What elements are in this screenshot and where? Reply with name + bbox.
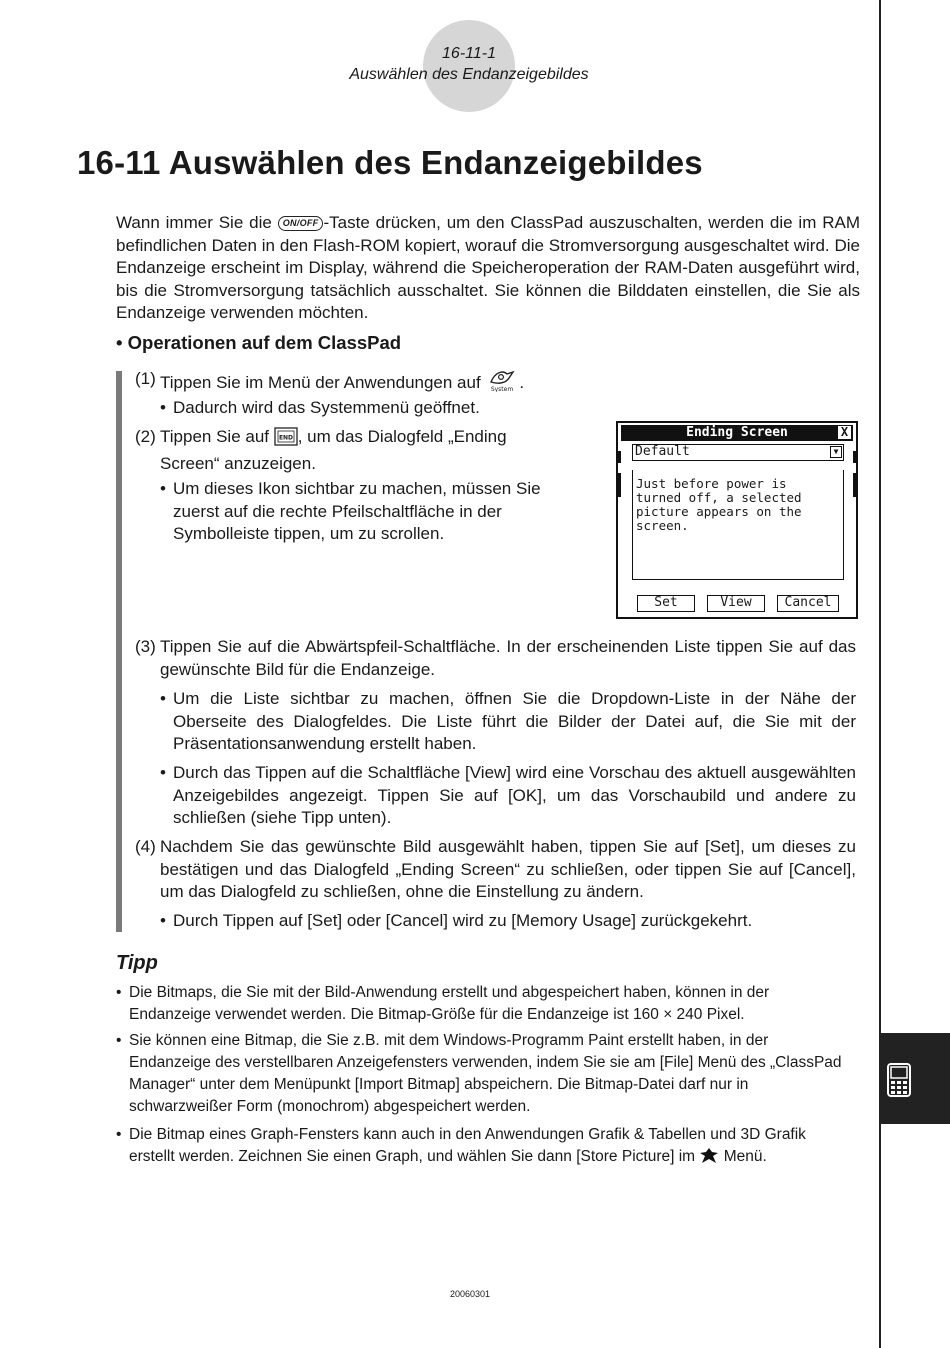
step-3-note-2: • Durch das Tippen auf die Schaltfläche [View] wird eine Vorschau des aktuell ausgewählten Anzeigebildes angezeigt. Tippen Sie auf [OK], um das Vorschaubild und andere zu schließen (siehe Tipp unten). — [160, 763, 856, 827]
step-2: (2) Tippen Sie auf END , um das Dialogfeld „Ending Screen“ anzuzeigen. — [135, 427, 507, 473]
end-screen-icon — [274, 427, 298, 453]
intro-paragraph: Wann immer Sie die ON/OFF -Taste drücken, um den ClassPad auszuschalten, werden die im RAM befindlichen Daten in den Flash-ROM kopiert, worauf die Stromversorgung ausgeschaltet wird. Die Endanzeige erscheint im Display, während die Speicheroperation der RAM-Daten ausgeführt wird, bis die Stromversorgung tatsächlich ausschaltet. Sie können die Bilddaten einstellen, die Sie als Endanzeige verwenden möchten. — [116, 213, 860, 322]
step-3-note-1: • Um die Liste sichtbar zu machen, öffnen Sie die Dropdown-Liste in der Nähe der Oberseite des Dialogfeldes. Die Liste führt die Bilder der Datei auf, die Sie mit der Präsentationsanwendung erstellt haben. — [160, 689, 856, 753]
step-4-note: • Durch Tippen auf [Set] oder [Cancel] wird zu [Memory Usage] zurückgekehrt. — [160, 911, 753, 930]
ending-screen-dialog — [616, 421, 858, 619]
view-button[interactable]: View — [707, 595, 765, 612]
operations-heading: • Operationen auf dem ClassPad — [116, 332, 402, 353]
steps-side-bar — [116, 371, 122, 932]
step-2-note: • Um dieses Ikon sichtbar zu machen, müssen Sie zuerst auf die rechte Pfeilschaltfläche in der Symbolleiste tippen, um zu scrollen. — [160, 479, 541, 543]
svg-text:System: System — [491, 386, 514, 392]
dialog-message: Just before power is turned off, a selected picture appears on the screen. — [636, 476, 802, 533]
chevron-down-icon[interactable]: ▼ — [830, 446, 842, 458]
page-title: 16-11 Auswählen des Endanzeigebildes — [77, 144, 703, 181]
graph-menu-icon — [699, 1147, 719, 1172]
page-edge-rule — [879, 0, 881, 1348]
picture-dropdown[interactable]: Default ▼ — [632, 444, 844, 461]
tip-item-2: • Sie können eine Bitmap, die Sie z.B. mit dem Windows-Programm Paint erstellt haben, in der Endanzeige des verstellbaren Anzeigefensters verwenden, indem Sie sie am [File] Menü des „ClassPad Manager“ unter dem Menüpunkt [Import Bitmap] abspeichern. Die Bitmap-Datei darf nur in schwarzweißer Form (monochrom) abgespeichert werden. — [116, 1032, 842, 1115]
system-app-icon — [485, 368, 519, 399]
step-3: (3) Tippen Sie auf die Abwärtspfeil-Schaltfläche. In der erscheinenden Liste tippen Sie auf das gewünschte Bild für die Endanzeige. — [135, 637, 856, 679]
page-number: 16-11-1 — [442, 45, 496, 62]
step-1: (1) Tippen Sie im Menü der Anwendungen auf System . — [135, 368, 575, 391]
running-header: Auswählen des Endanzeigebildes — [349, 66, 589, 83]
onoff-key-icon: ON/OFF — [278, 216, 324, 231]
chapter-thumb-tab — [881, 1033, 950, 1124]
dialog-message-area — [632, 470, 844, 580]
step-4: (4) Nachdem Sie das gewünschte Bild ausgewählt haben, tippen Sie auf [Set], um dieses zu bestätigen und das Dialogfeld „Ending Screen“ zu schließen, oder tippen Sie auf [Cancel], um das Dialogfeld zu schließen, ohne die Einstellung zu ändern. — [135, 837, 856, 901]
close-icon[interactable]: X — [838, 426, 851, 439]
footer-code: 20060301 — [449, 1289, 491, 1299]
tip-item-1: • Die Bitmaps, die Sie mit der Bild-Anwendung erstellt und abgespeichert haben, können in der Endanzeige verwendet werden. Die Bitmap-Größe für die Endanzeige ist 160 × 240 Pixel. — [116, 984, 770, 1023]
set-button[interactable]: Set — [637, 595, 695, 612]
calculator-icon — [887, 1063, 911, 1097]
cancel-button[interactable]: Cancel — [777, 595, 839, 612]
dialog-titlebar: Ending Screen X — [621, 425, 853, 441]
svg-text:END: END — [278, 434, 293, 442]
tip-heading: Tipp — [116, 952, 158, 974]
step-1-note: • Dadurch wird das Systemmenü geöffnet. — [160, 398, 480, 417]
tip-item-3: • Die Bitmap eines Graph-Fensters kann auch in den Anwendungen Grafik & Tabellen und 3D Grafik erstellt werden. Zeichnen Sie einen Graph, und wählen Sie dann [Store Picture] im Menü. — [116, 1124, 846, 1190]
